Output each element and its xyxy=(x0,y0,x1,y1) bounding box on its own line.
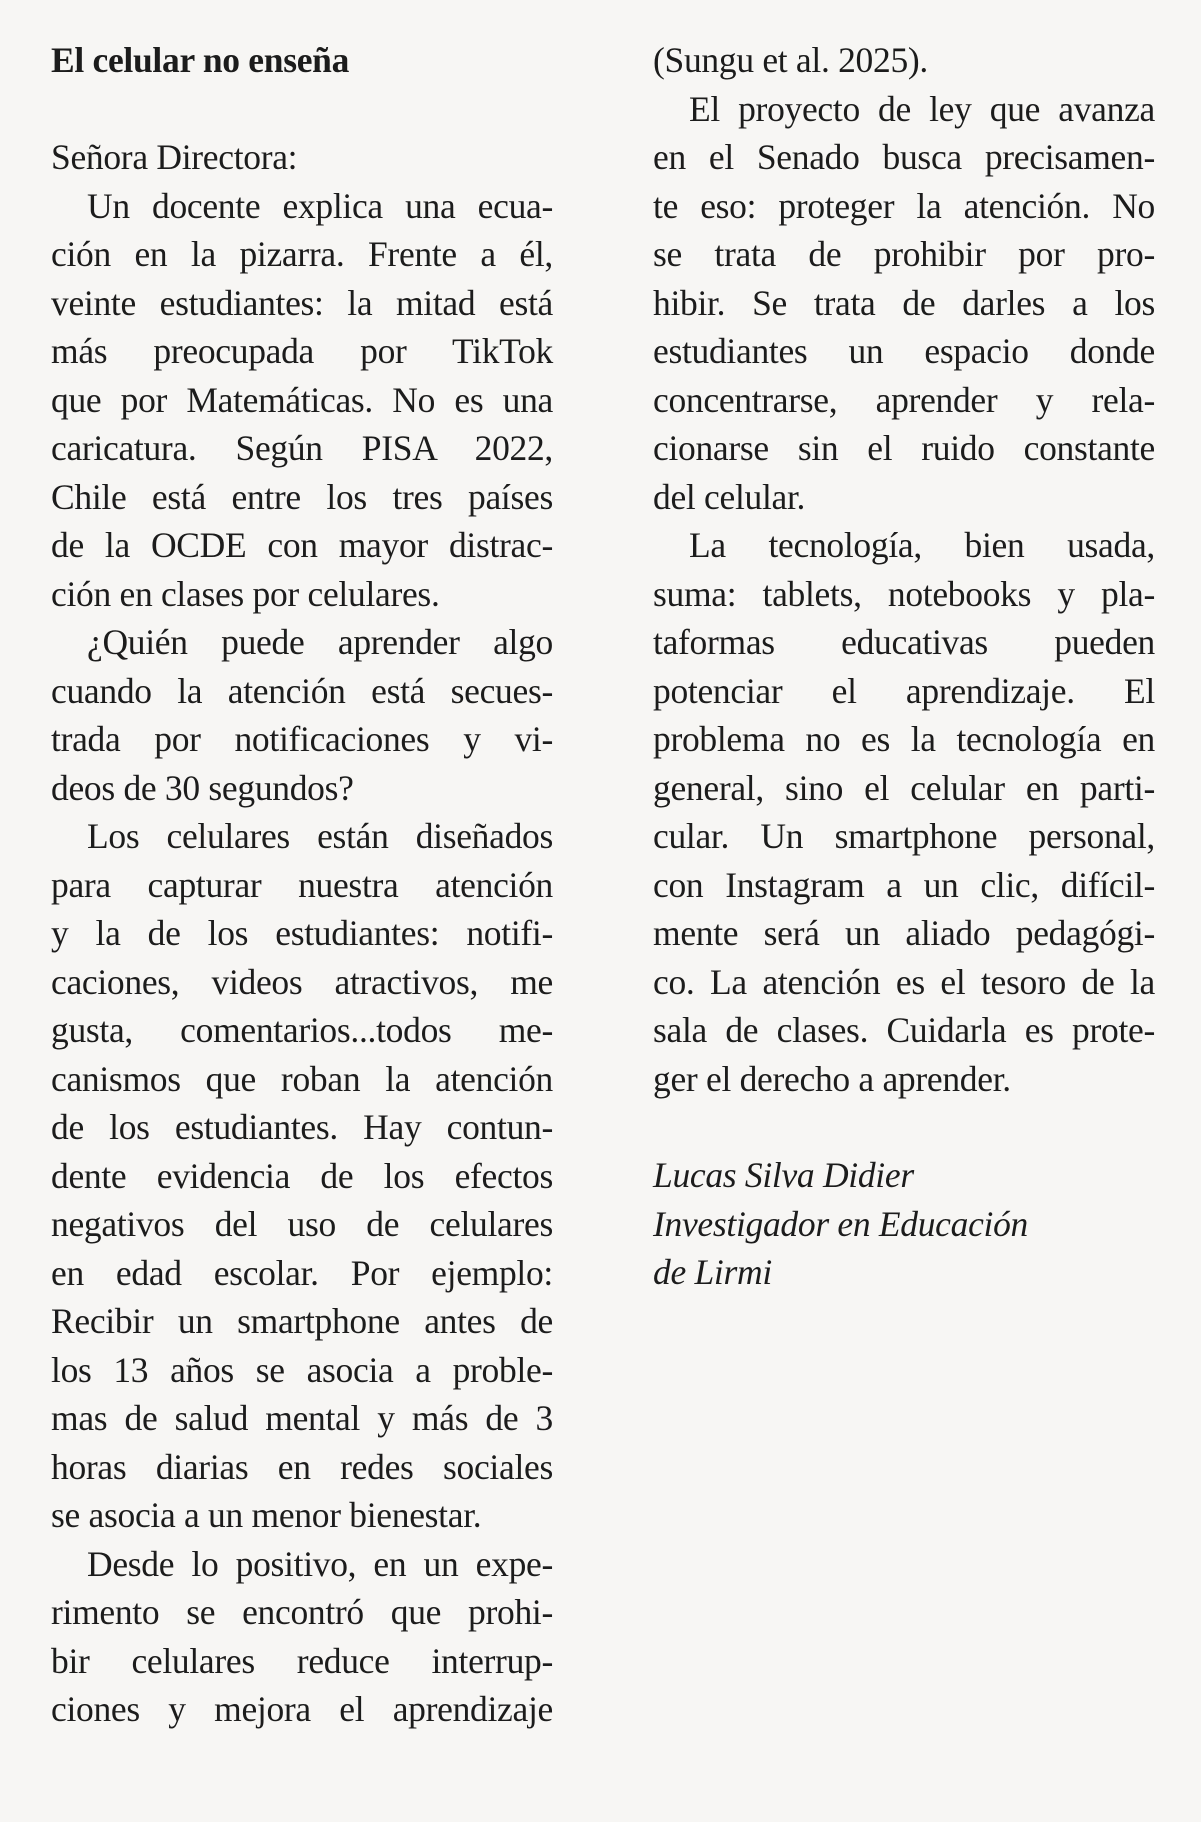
text-line: en edad escolar. Por ejemplo: xyxy=(51,1252,553,1293)
text-line: ger el derecho a aprender. xyxy=(653,1058,1011,1099)
text-line: (Sungu et al. 2025). xyxy=(653,40,929,80)
text-line: y la de los estudiantes: notifi- xyxy=(51,913,553,953)
text-line: potenciar el aprendizaje. El xyxy=(653,670,1155,711)
text-line: los 13 años se asocia a proble- xyxy=(51,1349,553,1390)
text-line: problema no es la tecnología en xyxy=(653,719,1155,759)
text-line: negativos del uso de celulares xyxy=(51,1204,553,1244)
text-line: dente evidencia de los efectos xyxy=(51,1155,553,1196)
text-line: horas diarias en redes sociales xyxy=(51,1446,553,1487)
text-line: trada por notificaciones y vi- xyxy=(51,719,553,759)
text-line: general, sino el celular en parti- xyxy=(653,767,1155,808)
text-line: del celular. xyxy=(653,476,806,517)
text-line: te eso: proteger la atención. No xyxy=(653,185,1155,226)
text-line: La tecnología, bien usada, xyxy=(689,525,1155,565)
text-line: gusta, comentarios...todos me- xyxy=(51,1010,553,1050)
text-line: co. La atención es el tesoro de la xyxy=(653,961,1155,1002)
text-line: de los estudiantes. Hay contun- xyxy=(51,1107,553,1147)
text-line: que por Matemáticas. No es una xyxy=(51,379,553,420)
paragraph-3 xyxy=(51,812,553,1540)
text-line: Un docente explica una ecua- xyxy=(87,185,553,226)
text-line: hibir. Se trata de darles a los xyxy=(653,282,1155,323)
text-line: cular. Un smartphone personal, xyxy=(653,816,1155,856)
paragraph-6 xyxy=(653,521,1155,1103)
text-line: deos de 30 segundos? xyxy=(51,767,354,808)
text-line: suma: tablets, notebooks y pla- xyxy=(653,573,1155,614)
text-line: Desde lo positivo, en un expe- xyxy=(87,1543,553,1584)
text-line: taformas educativas pueden xyxy=(653,622,1155,662)
text-line: Chile está entre los tres países xyxy=(51,476,553,517)
text-line: veinte estudiantes: la mitad está xyxy=(51,282,553,323)
text-line: de la OCDE con mayor distrac- xyxy=(51,525,553,565)
text-line: para capturar nuestra atención xyxy=(51,864,553,905)
text-line: se asocia a un menor bienestar. xyxy=(51,1495,482,1535)
text-line: bir celulares reduce interrup- xyxy=(51,1640,553,1681)
text-line: caciones, videos atractivos, me xyxy=(51,961,553,1002)
text-line: Recibir un smartphone antes de xyxy=(51,1301,553,1341)
left-column xyxy=(51,36,553,1734)
text-line: ción en la pizarra. Frente a él, xyxy=(51,234,553,274)
text-line: El proyecto de ley que avanza xyxy=(689,88,1155,129)
text-line: Los celulares están diseñados xyxy=(87,816,553,856)
text-line: cuando la atención está secues- xyxy=(51,670,553,711)
paragraph-1 xyxy=(51,182,553,619)
text-line: cionarse sin el ruido constante xyxy=(653,428,1155,468)
text-line: estudiantes un espacio donde xyxy=(653,331,1155,371)
paragraph-5 xyxy=(653,85,1155,522)
text-line: en el Senado busca precisamen- xyxy=(653,137,1155,177)
text-line: rimento se encontró que prohi- xyxy=(51,1592,553,1632)
author-organization: de Lirmi xyxy=(653,1252,772,1292)
paragraph-2 xyxy=(51,618,553,812)
text-line: se trata de prohibir por pro- xyxy=(653,234,1155,274)
right-column xyxy=(653,36,1155,1297)
signature-block xyxy=(653,1151,1155,1297)
paragraph-4-continued xyxy=(653,36,1155,85)
salutation: Señora Directora: xyxy=(51,137,298,177)
text-line: concentrarse, aprender y rela- xyxy=(653,379,1155,420)
text-line: sala de clases. Cuidarla es prote- xyxy=(653,1010,1155,1050)
author-name: Lucas Silva Didier xyxy=(653,1155,914,1195)
text-line: ciones y mejora el aprendizaje xyxy=(51,1689,553,1729)
text-line: con Instagram a un clic, difícil- xyxy=(653,864,1155,905)
text-line: canismos que roban la atención xyxy=(51,1058,553,1099)
author-role: Investigador en Educación xyxy=(653,1203,1029,1244)
text-line: caricatura. Según PISA 2022, xyxy=(51,428,553,468)
text-line: ción en clases por celulares. xyxy=(51,573,440,614)
text-line: más preocupada por TikTok xyxy=(51,331,553,371)
paragraph-4 xyxy=(51,1540,553,1734)
text-line: mas de salud mental y más de 3 xyxy=(51,1398,553,1438)
text-line: mente será un aliado pedagógi- xyxy=(653,913,1155,953)
text-line: ¿Quién puede aprender algo xyxy=(87,622,553,662)
letter-title: El celular no enseña xyxy=(51,40,350,80)
